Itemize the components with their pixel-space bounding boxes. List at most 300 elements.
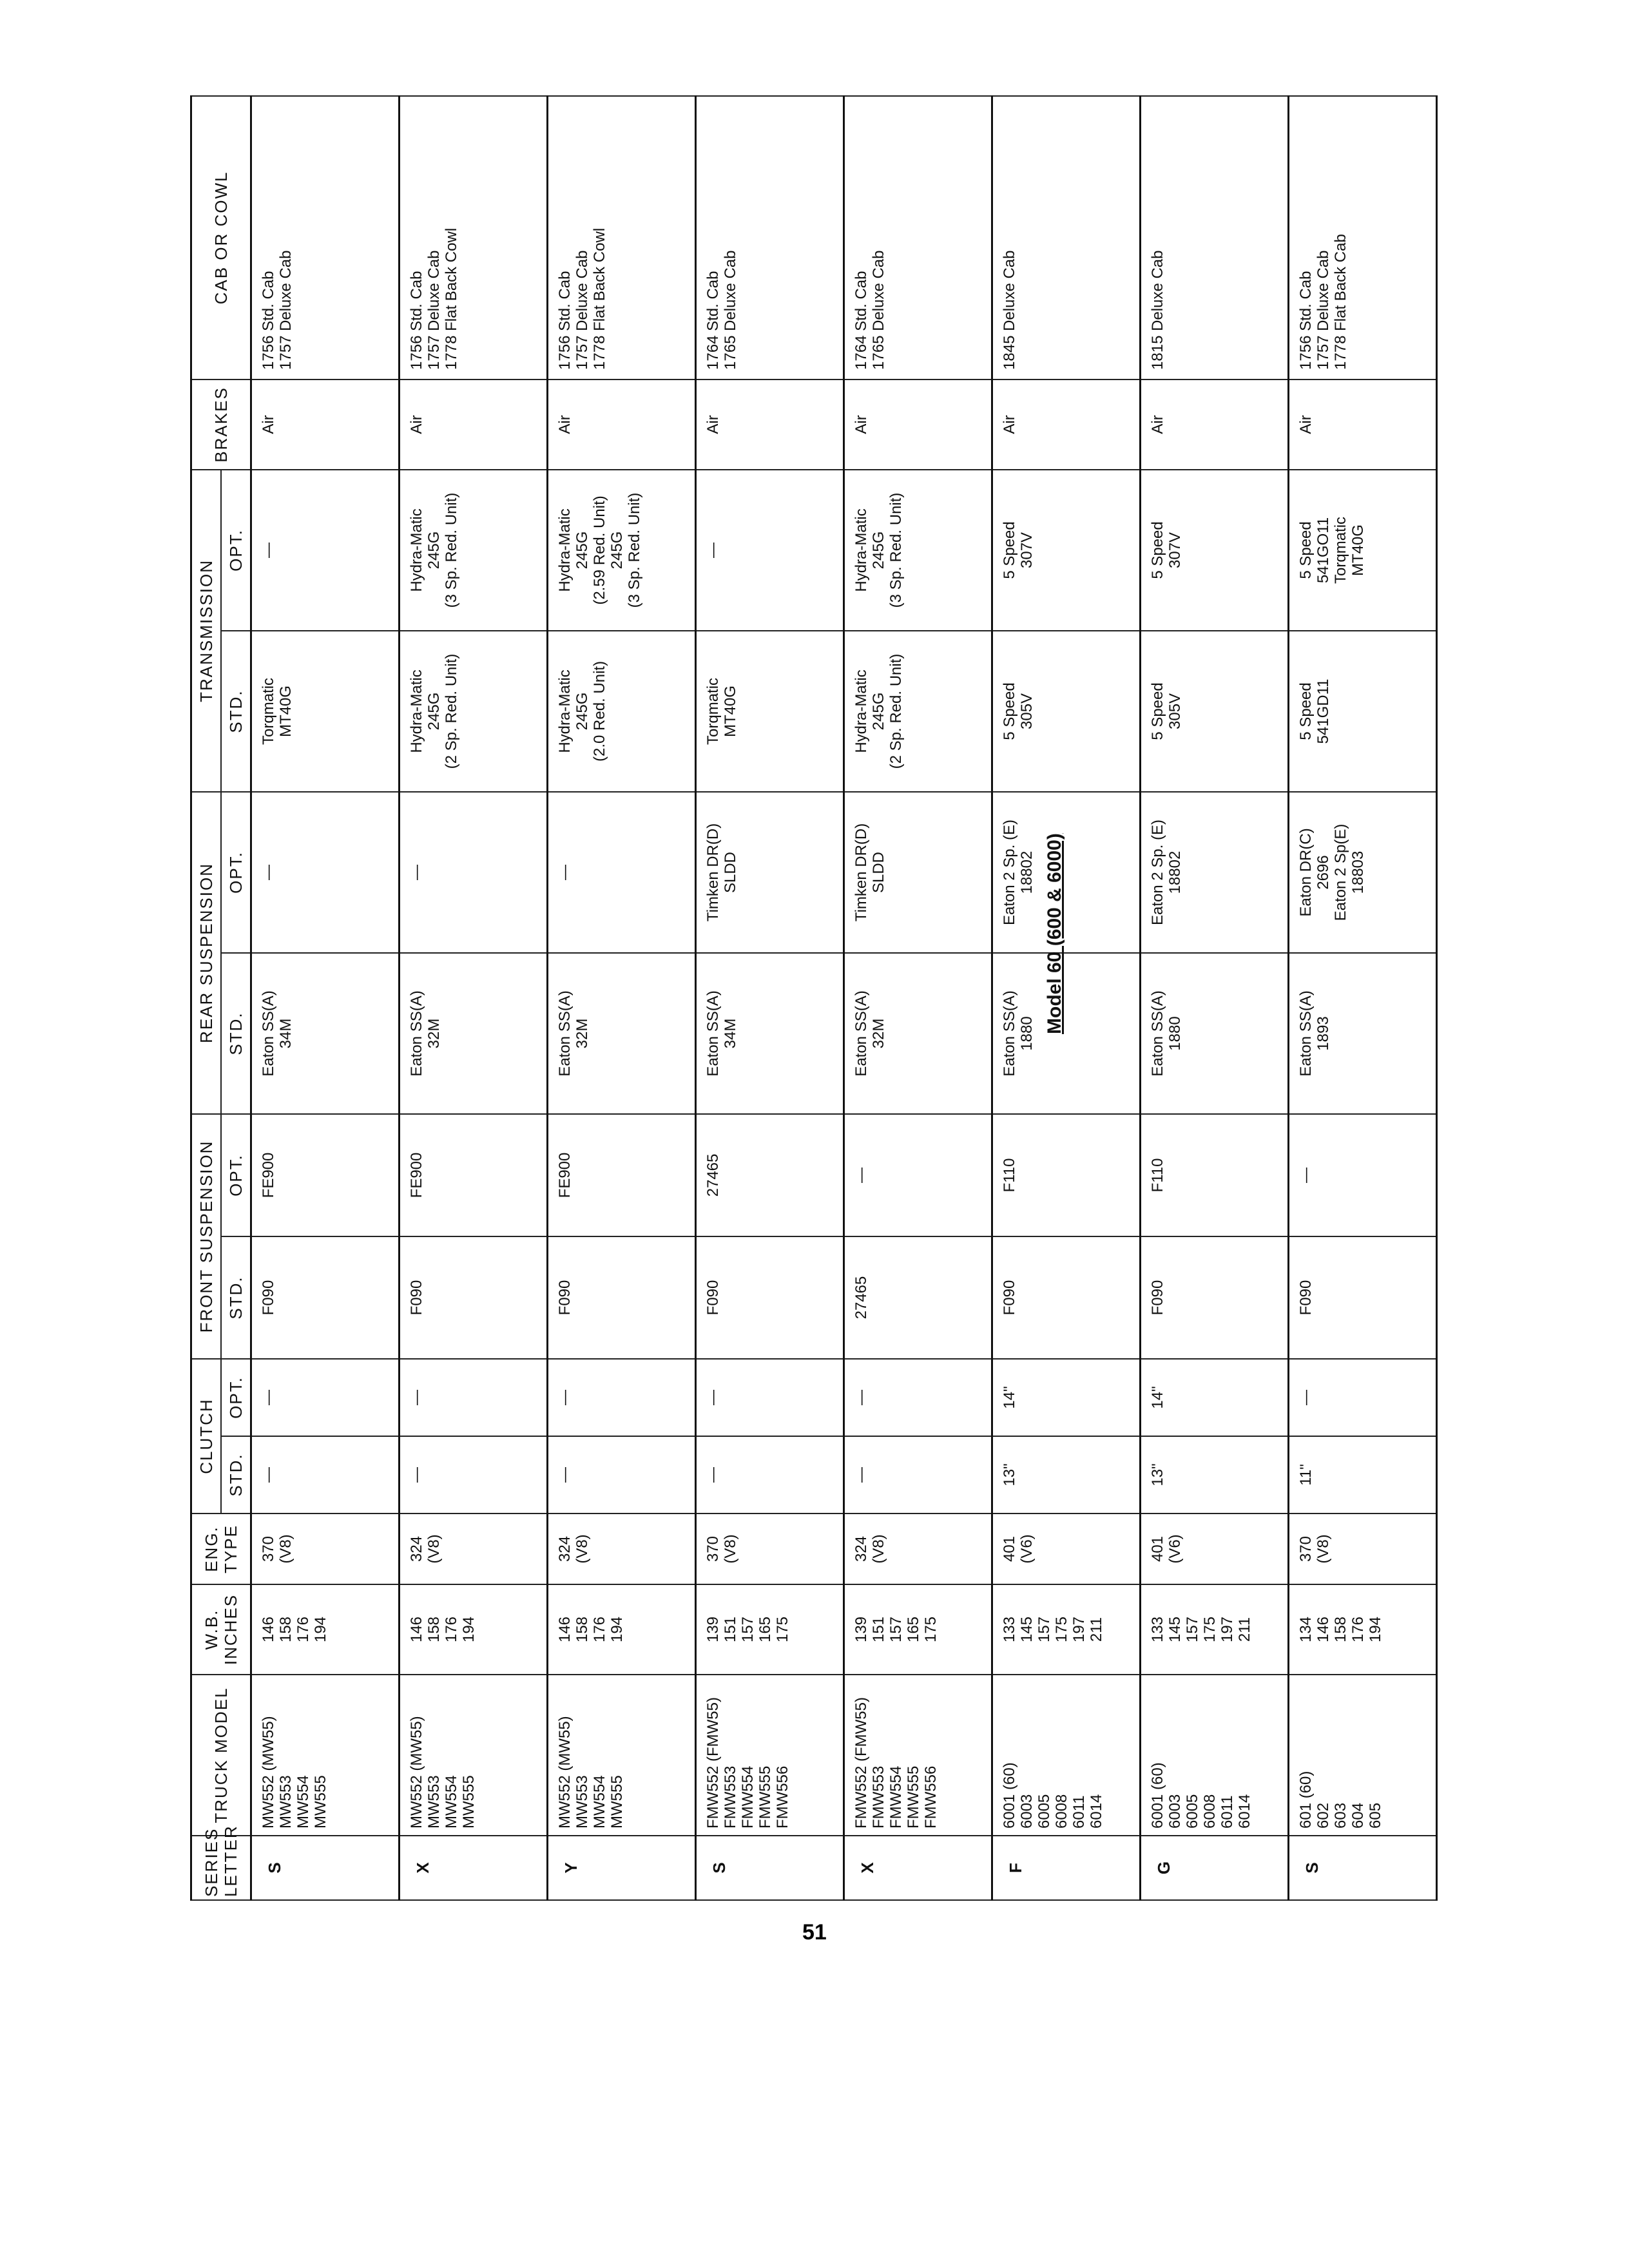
- transmission-opt-cell: [1141, 470, 1289, 631]
- header-rear-opt: OPT.: [221, 792, 251, 953]
- cab-or-cowl-line: 1778 Flat Back Cowl: [591, 227, 608, 370]
- transmission-opt-line: (3 Sp. Red. Unit): [443, 492, 460, 608]
- truck-model-line: FMW553: [722, 1765, 739, 1829]
- truck-model-line: FMW556: [922, 1765, 940, 1829]
- brakes-cell: Air: [992, 380, 1141, 470]
- rear-suspension-std-line: 32M: [870, 1018, 887, 1049]
- rear-suspension-std-line: Eaton SS(A): [853, 990, 870, 1077]
- engine-type-line: 324: [408, 1535, 425, 1562]
- wheelbase-line: 197: [1219, 1616, 1236, 1643]
- wheelbase-line: 211: [1088, 1617, 1105, 1642]
- transmission-opt-cell: [1289, 470, 1437, 631]
- engine-type-line: (V8): [722, 1534, 739, 1564]
- rear-suspension-std-line: Eaton SS(A): [1297, 990, 1315, 1077]
- truck-model-line: 6003: [1166, 1794, 1184, 1829]
- rear-suspension-std-cell: [1141, 953, 1289, 1114]
- wheelbase-line: 211: [1236, 1617, 1253, 1642]
- series-letter-cell: S: [251, 1836, 400, 1900]
- header-clutch-std: STD.: [221, 1436, 251, 1514]
- front-suspension-opt-cell: —: [1289, 1114, 1437, 1236]
- clutch-opt-cell: —: [844, 1359, 992, 1436]
- engine-type-line: (V8): [574, 1534, 591, 1564]
- truck-model-line: MW554: [591, 1775, 608, 1829]
- truck-model-line: MW554: [443, 1775, 460, 1829]
- page-number: 51: [802, 1920, 827, 1945]
- truck-model-line: FMW552 (FMW55): [853, 1697, 870, 1829]
- cab-or-cowl-line: 1764 Std. Cab: [704, 271, 722, 370]
- transmission-opt-cell: [696, 470, 844, 631]
- table-row: [1289, 96, 1437, 1900]
- transmission-std-cell: [400, 631, 548, 792]
- wheelbase-line: 197: [1070, 1616, 1088, 1643]
- truck-model-cell: [844, 1675, 992, 1836]
- rear-suspension-opt-line: 18802: [1166, 850, 1184, 894]
- truck-model-line: FMW555: [905, 1765, 922, 1829]
- wheelbase-line: 146: [408, 1616, 425, 1643]
- transmission-std-line: (2.0 Red. Unit): [591, 660, 608, 762]
- cab-or-cowl-line: 1757 Deluxe Cab: [425, 250, 443, 370]
- wheelbase-line: 157: [887, 1616, 905, 1643]
- engine-type-line: (V6): [1166, 1534, 1184, 1564]
- rear-suspension-std-line: 32M: [425, 1018, 443, 1049]
- rear-suspension-std-line: 34M: [722, 1018, 739, 1049]
- transmission-std-cell: [1289, 631, 1437, 792]
- front-suspension-opt-cell: FE900: [548, 1114, 696, 1236]
- wheelbase-cell: [1289, 1584, 1437, 1675]
- transmission-opt-line: Hydra-Matic: [408, 508, 425, 592]
- table-row: [548, 96, 696, 1900]
- transmission-std-line: 245G: [425, 692, 443, 731]
- transmission-std-line: Hydra-Matic: [556, 669, 574, 753]
- wheelbase-line: 176: [294, 1616, 312, 1643]
- wheelbase-line: 145: [1166, 1616, 1184, 1643]
- series-letter-cell: X: [844, 1836, 992, 1900]
- truck-model-line: 6008: [1201, 1794, 1219, 1829]
- truck-model-line: FMW555: [757, 1765, 774, 1829]
- wheelbase-line: 139: [853, 1616, 870, 1643]
- truck-model-cell: [251, 1675, 400, 1836]
- front-suspension-std-cell: F090: [1289, 1236, 1437, 1359]
- rear-suspension-std-line: Eaton SS(A): [1001, 990, 1018, 1077]
- header-front-opt: OPT.: [221, 1114, 251, 1236]
- cab-or-cowl-cell: [696, 96, 844, 380]
- series-letter-cell: S: [696, 1836, 844, 1900]
- clutch-std-cell: —: [548, 1436, 696, 1514]
- rear-suspension-opt-line: SLDD: [722, 851, 739, 893]
- engine-type-line: 370: [260, 1535, 277, 1562]
- cab-or-cowl-line: 1757 Deluxe Cab: [277, 250, 294, 370]
- truck-spec-table: [190, 95, 1438, 1901]
- front-suspension-opt-cell: F110: [1141, 1114, 1289, 1236]
- brakes-cell: Air: [548, 380, 696, 470]
- front-suspension-opt-cell: 27465: [696, 1114, 844, 1236]
- series-letter-cell: X: [400, 1836, 548, 1900]
- cab-or-cowl-cell: [1289, 96, 1437, 380]
- wheelbase-line: 157: [739, 1616, 757, 1643]
- truck-model-line: 602: [1315, 1802, 1332, 1829]
- transmission-std-line: 5 Speed: [1297, 682, 1315, 740]
- truck-model-cell: [548, 1675, 696, 1836]
- rear-suspension-opt-line: Eaton 2 Sp. (E): [1001, 819, 1018, 926]
- transmission-std-line: MT40G: [277, 685, 294, 737]
- cab-or-cowl-cell: [251, 96, 400, 380]
- header-brakes: BRAKES: [191, 380, 251, 470]
- header-front-suspension: FRONT SUSPENSION: [191, 1114, 222, 1359]
- transmission-std-line: Torqmatic: [704, 677, 722, 745]
- clutch-std-cell: 13": [992, 1436, 1141, 1514]
- header-eng-type: ENG. TYPE: [191, 1514, 251, 1584]
- wheelbase-cell: [1141, 1584, 1289, 1675]
- engine-type-line: 370: [704, 1535, 722, 1562]
- wheelbase-line: 133: [1149, 1616, 1166, 1643]
- engine-type-cell: [251, 1514, 400, 1584]
- header-front-std: STD.: [221, 1236, 251, 1359]
- front-suspension-std-cell: F090: [696, 1236, 844, 1359]
- rear-suspension-opt-line: Eaton 2 Sp(E): [1332, 823, 1349, 921]
- engine-type-line: 324: [556, 1535, 574, 1562]
- clutch-std-cell: 11": [1289, 1436, 1437, 1514]
- wheelbase-cell: [992, 1584, 1141, 1675]
- header-trans-std: STD.: [221, 631, 251, 792]
- rear-suspension-opt-line: —: [408, 864, 425, 880]
- clutch-std-cell: —: [696, 1436, 844, 1514]
- wheelbase-cell: [400, 1584, 548, 1675]
- series-letter-cell: Y: [548, 1836, 696, 1900]
- transmission-opt-line: 245G: [870, 531, 887, 570]
- spec-table-body: [251, 96, 1437, 1900]
- rear-suspension-std-line: 34M: [277, 1018, 294, 1049]
- truck-model-line: 6005: [1184, 1794, 1201, 1829]
- wheelbase-line: 158: [277, 1616, 294, 1643]
- transmission-std-line: 245G: [574, 692, 591, 731]
- header-rear-std: STD.: [221, 953, 251, 1114]
- transmission-std-line: 5 Speed: [1001, 682, 1018, 740]
- truck-model-line: 6001 (60): [1149, 1762, 1166, 1829]
- transmission-opt-cell: [251, 470, 400, 631]
- truck-model-line: MW553: [574, 1775, 591, 1829]
- transmission-std-line: 5 Speed: [1149, 682, 1166, 740]
- cab-or-cowl-cell: [1141, 96, 1289, 380]
- cab-or-cowl-line: 1778 Flat Back Cab: [1332, 234, 1349, 370]
- rear-suspension-std-line: Eaton SS(A): [260, 990, 277, 1077]
- front-suspension-std-cell: F090: [992, 1236, 1141, 1359]
- rear-suspension-opt-line: Timken DR(D): [704, 823, 722, 922]
- cab-or-cowl-line: 1845 Deluxe Cab: [1001, 250, 1018, 370]
- truck-model-line: MW552 (MW55): [408, 1716, 425, 1829]
- rear-suspension-opt-cell: [1289, 792, 1437, 953]
- wheelbase-line: 158: [574, 1616, 591, 1643]
- rear-suspension-std-cell: [992, 953, 1141, 1114]
- wheelbase-line: 176: [1349, 1616, 1367, 1643]
- transmission-opt-line: 307V: [1166, 532, 1184, 568]
- truck-model-line: MW552 (MW55): [260, 1716, 277, 1829]
- rear-suspension-opt-cell: [400, 792, 548, 953]
- engine-type-line: 401: [1149, 1535, 1166, 1562]
- cab-or-cowl-line: 1757 Deluxe Cab: [1315, 250, 1332, 370]
- wheelbase-line: 146: [260, 1616, 277, 1643]
- engine-type-line: 324: [853, 1535, 870, 1562]
- transmission-std-line: MT40G: [722, 685, 739, 737]
- rear-suspension-opt-cell: [251, 792, 400, 953]
- engine-type-line: 401: [1001, 1535, 1018, 1562]
- wheelbase-line: 165: [905, 1616, 922, 1643]
- transmission-std-cell: [1141, 631, 1289, 792]
- truck-model-line: 6014: [1236, 1794, 1253, 1829]
- header-clutch: CLUTCH: [191, 1359, 222, 1514]
- truck-model-line: MW553: [277, 1775, 294, 1829]
- transmission-opt-line: MT40G: [1349, 524, 1367, 576]
- header-trans-opt: OPT.: [221, 470, 251, 631]
- truck-model-line: MW555: [312, 1775, 329, 1829]
- truck-model-line: FMW552 (FMW55): [704, 1697, 722, 1829]
- cab-or-cowl-line: 1756 Std. Cab: [408, 271, 425, 370]
- transmission-std-line: Hydra-Matic: [408, 669, 425, 753]
- truck-model-line: MW553: [425, 1775, 443, 1829]
- truck-model-cell: [400, 1675, 548, 1836]
- rear-suspension-std-cell: [251, 953, 400, 1114]
- rotated-spec-sheet: [190, 97, 1543, 1901]
- rear-suspension-std-line: Eaton SS(A): [704, 990, 722, 1077]
- truck-model-line: FMW554: [887, 1765, 905, 1829]
- transmission-opt-cell: [548, 470, 696, 631]
- engine-type-cell: [1141, 1514, 1289, 1584]
- rear-suspension-opt-line: 2696: [1315, 855, 1332, 890]
- header-transmission: TRANSMISSION: [191, 470, 222, 792]
- front-suspension-std-cell: F090: [251, 1236, 400, 1359]
- engine-type-line: 370: [1297, 1535, 1315, 1562]
- model-caption: Model 60 (600 & 6000): [1044, 833, 1065, 1034]
- transmission-std-line: 305V: [1166, 693, 1184, 729]
- brakes-cell: Air: [844, 380, 992, 470]
- front-suspension-std-cell: F090: [400, 1236, 548, 1359]
- transmission-opt-line: Hydra-Matic: [853, 508, 870, 592]
- front-suspension-std-cell: F090: [1141, 1236, 1289, 1359]
- engine-type-cell: [548, 1514, 696, 1584]
- truck-model-line: FMW553: [870, 1765, 887, 1829]
- brakes-cell: Air: [1289, 380, 1437, 470]
- transmission-opt-cell: [992, 470, 1141, 631]
- transmission-opt-cell: [844, 470, 992, 631]
- cab-or-cowl-line: 1757 Deluxe Cab: [574, 250, 591, 370]
- wheelbase-cell: [548, 1584, 696, 1675]
- clutch-std-cell: —: [251, 1436, 400, 1514]
- engine-type-line: (V8): [1315, 1534, 1332, 1564]
- cab-or-cowl-line: 1764 Std. Cab: [853, 271, 870, 370]
- clutch-opt-cell: 14": [1141, 1359, 1289, 1436]
- transmission-opt-cell: [400, 470, 548, 631]
- truck-model-line: MW552 (MW55): [556, 1716, 574, 1829]
- wheelbase-line: 139: [704, 1616, 722, 1643]
- header-truck-model: TRUCK MODEL: [191, 1675, 251, 1836]
- rear-suspension-opt-line: 18803: [1349, 850, 1367, 894]
- rear-suspension-std-line: 1880: [1166, 1016, 1184, 1051]
- wheelbase-line: 146: [1315, 1616, 1332, 1643]
- rear-suspension-opt-cell: [1141, 792, 1289, 953]
- engine-type-cell: [696, 1514, 844, 1584]
- cab-or-cowl-cell: [400, 96, 548, 380]
- brakes-cell: Air: [696, 380, 844, 470]
- front-suspension-std-cell: F090: [548, 1236, 696, 1359]
- transmission-opt-line: Hydra-Matic: [556, 508, 574, 592]
- wheelbase-line: 157: [1184, 1616, 1201, 1643]
- engine-type-line: (V8): [277, 1534, 294, 1564]
- cab-or-cowl-line: 1756 Std. Cab: [556, 271, 574, 370]
- brakes-cell: Air: [1141, 380, 1289, 470]
- engine-type-cell: [844, 1514, 992, 1584]
- transmission-std-cell: [696, 631, 844, 792]
- series-letter-cell: S: [1289, 1836, 1437, 1900]
- clutch-std-cell: —: [844, 1436, 992, 1514]
- wheelbase-line: 157: [1036, 1616, 1053, 1643]
- truck-model-cell: [1141, 1675, 1289, 1836]
- rear-suspension-std-cell: [1289, 953, 1437, 1114]
- wheelbase-line: 134: [1297, 1616, 1315, 1643]
- front-suspension-opt-cell: —: [844, 1114, 992, 1236]
- transmission-opt-line: 5 Speed: [1149, 521, 1166, 579]
- transmission-opt-line: 307V: [1018, 532, 1036, 568]
- cab-or-cowl-cell: [548, 96, 696, 380]
- cab-or-cowl-line: 1765 Deluxe Cab: [870, 250, 887, 370]
- rear-suspension-std-line: Eaton SS(A): [408, 990, 425, 1077]
- truck-model-line: 601 (60): [1297, 1771, 1315, 1829]
- truck-model-line: 605: [1367, 1802, 1384, 1829]
- wheelbase-line: 145: [1018, 1616, 1036, 1643]
- front-suspension-opt-cell: F110: [992, 1114, 1141, 1236]
- truck-model-line: 603: [1332, 1802, 1349, 1829]
- transmission-opt-line: 245G: [608, 531, 626, 570]
- truck-model-line: 6011: [1070, 1795, 1088, 1829]
- wheelbase-line: 175: [922, 1616, 940, 1643]
- clutch-opt-cell: —: [696, 1359, 844, 1436]
- wheelbase-cell: [251, 1584, 400, 1675]
- rear-suspension-opt-line: Eaton 2 Sp. (E): [1149, 819, 1166, 926]
- truck-model-line: 6011: [1219, 1795, 1236, 1829]
- cab-or-cowl-line: 1815 Deluxe Cab: [1149, 250, 1166, 370]
- rear-suspension-std-line: 32M: [574, 1018, 591, 1049]
- truck-model-line: 6014: [1088, 1794, 1105, 1829]
- brakes-cell: Air: [251, 380, 400, 470]
- table-row: [844, 96, 992, 1900]
- rear-suspension-std-cell: [400, 953, 548, 1114]
- transmission-std-line: 541GD11: [1315, 678, 1332, 744]
- header-series-letter: SERIES LETTER: [191, 1836, 251, 1900]
- wheelbase-line: 194: [312, 1616, 329, 1643]
- transmission-opt-line: 5 Speed: [1297, 521, 1315, 579]
- header-wb-inches: W.B. INCHES: [191, 1584, 251, 1675]
- truck-model-line: 6001 (60): [1001, 1762, 1018, 1829]
- engine-type-line: (V8): [870, 1534, 887, 1564]
- rear-suspension-opt-cell: [992, 792, 1141, 953]
- rear-suspension-opt-line: Eaton DR(C): [1297, 828, 1315, 917]
- truck-model-cell: [992, 1675, 1141, 1836]
- engine-type-line: (V6): [1018, 1534, 1036, 1564]
- clutch-opt-cell: —: [548, 1359, 696, 1436]
- wheelbase-line: 133: [1001, 1616, 1018, 1643]
- transmission-opt-line: 5 Speed: [1001, 521, 1018, 579]
- cab-or-cowl-line: 1765 Deluxe Cab: [722, 250, 739, 370]
- engine-type-cell: [400, 1514, 548, 1584]
- transmission-std-cell: [844, 631, 992, 792]
- series-letter-cell: F: [992, 1836, 1141, 1900]
- rear-suspension-opt-line: SLDD: [870, 851, 887, 893]
- transmission-std-line: Hydra-Matic: [853, 669, 870, 753]
- header-clutch-opt: OPT.: [221, 1359, 251, 1436]
- truck-model-line: 6008: [1053, 1794, 1070, 1829]
- truck-model-line: MW555: [460, 1775, 477, 1829]
- cab-or-cowl-cell: [844, 96, 992, 380]
- transmission-std-line: (2 Sp. Red. Unit): [443, 653, 460, 769]
- wheelbase-line: 194: [460, 1616, 477, 1643]
- rear-suspension-std-line: 1893: [1315, 1016, 1332, 1051]
- table-row: [400, 96, 548, 1900]
- header-rear-suspension: REAR SUSPENSION: [191, 792, 222, 1114]
- rear-suspension-std-line: Eaton SS(A): [556, 990, 574, 1077]
- table-row: [696, 96, 844, 1900]
- clutch-std-cell: —: [400, 1436, 548, 1514]
- table-row: [1141, 96, 1289, 1900]
- wheelbase-line: 175: [1053, 1616, 1070, 1643]
- wheelbase-line: 151: [722, 1616, 739, 1643]
- table-row: [251, 96, 400, 1900]
- truck-model-line: FMW554: [739, 1765, 757, 1829]
- truck-model-cell: [1289, 1675, 1437, 1836]
- cab-or-cowl-line: 1756 Std. Cab: [1297, 271, 1315, 370]
- wheelbase-line: 146: [556, 1616, 574, 1643]
- table-row: [992, 96, 1141, 1900]
- truck-model-cell: [696, 1675, 844, 1836]
- transmission-opt-line: —: [704, 542, 722, 558]
- wheelbase-line: 194: [1367, 1616, 1384, 1643]
- truck-model-line: 6005: [1036, 1794, 1053, 1829]
- rear-suspension-opt-line: —: [556, 864, 574, 880]
- rear-suspension-std-cell: [548, 953, 696, 1114]
- rear-suspension-opt-cell: [548, 792, 696, 953]
- rear-suspension-opt-line: 18802: [1018, 850, 1036, 894]
- rear-suspension-opt-cell: [844, 792, 992, 953]
- transmission-std-line: Torqmatic: [260, 677, 277, 745]
- clutch-opt-cell: —: [400, 1359, 548, 1436]
- transmission-opt-line: (2.59 Red. Unit): [591, 495, 608, 605]
- wheelbase-line: 158: [1332, 1616, 1349, 1643]
- wheelbase-line: 176: [591, 1616, 608, 1643]
- truck-model-line: 604: [1349, 1802, 1367, 1829]
- transmission-opt-line: (3 Sp. Red. Unit): [887, 492, 905, 608]
- rear-suspension-opt-line: —: [260, 864, 277, 880]
- clutch-std-cell: 13": [1141, 1436, 1289, 1514]
- cab-or-cowl-cell: [992, 96, 1141, 380]
- truck-model-line: 6003: [1018, 1794, 1036, 1829]
- clutch-opt-cell: —: [1289, 1359, 1437, 1436]
- rear-suspension-std-line: 1880: [1018, 1016, 1036, 1051]
- wheelbase-line: 165: [757, 1616, 774, 1643]
- rear-suspension-opt-cell: [696, 792, 844, 953]
- brakes-cell: Air: [400, 380, 548, 470]
- wheelbase-line: 194: [608, 1616, 626, 1643]
- series-letter-cell: G: [1141, 1836, 1289, 1900]
- truck-model-line: MW555: [608, 1775, 626, 1829]
- front-suspension-opt-cell: FE900: [400, 1114, 548, 1236]
- transmission-opt-line: 245G: [574, 531, 591, 570]
- rear-suspension-std-cell: [844, 953, 992, 1114]
- truck-model-line: MW554: [294, 1775, 312, 1829]
- cab-or-cowl-line: 1778 Flat Back Cowl: [443, 227, 460, 370]
- transmission-std-line: (2 Sp. Red. Unit): [887, 653, 905, 769]
- transmission-std-line: 305V: [1018, 693, 1036, 729]
- wheelbase-cell: [696, 1584, 844, 1675]
- front-suspension-std-cell: 27465: [844, 1236, 992, 1359]
- transmission-opt-line: 541GO11: [1315, 517, 1332, 584]
- truck-model-line: FMW556: [774, 1765, 791, 1829]
